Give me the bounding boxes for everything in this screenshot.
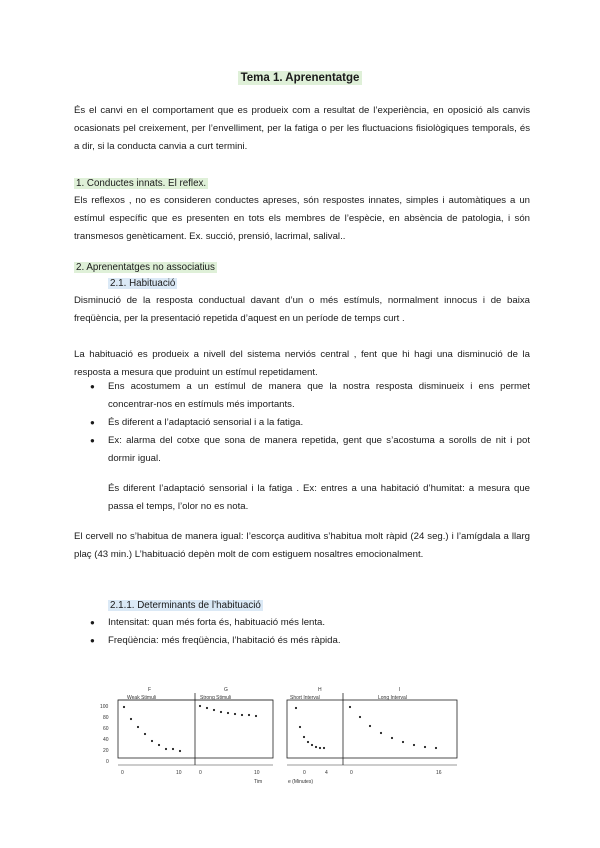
y-tick-label: 100 xyxy=(100,704,109,710)
panel-caption-i: Long Interval xyxy=(378,695,407,701)
page-title: Tema 1. Aprenentatge xyxy=(0,72,600,84)
section-2-heading: 2. Aprenentatges no associatius xyxy=(76,262,215,273)
panel-letter-f: F xyxy=(148,687,152,693)
x-tick-label: 0 xyxy=(350,770,353,776)
list-item: ● Intensitat: quan més forta és, habituació més lenta. xyxy=(90,614,530,632)
x-axis-label: e (Minutes) xyxy=(288,779,314,785)
list-item: ● Ens acostumem a un estímul de manera que la nostra resposta disminueix i ens permet concentrar-nos en estímuls més importants. xyxy=(90,378,530,414)
x-tick-label: 0 xyxy=(199,770,202,776)
list-item: ● Freqüència: més freqüència, l’habitació és més ràpida. xyxy=(90,632,530,650)
x-tick-label: 16 xyxy=(436,770,442,776)
x-axis-label: Tim xyxy=(254,779,263,785)
habituation-paragraph: La habituació es produeix a nivell del sistema nerviós central , fent que hi hagi una disminució de la resposta a mesura que produint un estímul repetidament. xyxy=(74,349,530,378)
panel-caption-g: Strong Stimuli xyxy=(200,695,232,701)
brain-paragraph: El cervell no s’habitua de manera igual: l’escorça auditiva s’habitua molt ràpid (24 seg.) i l’amígdala a llarg plaç (43 min.) L’habituació depèn molt de com estiguem nosaltres emocionalment. xyxy=(74,531,530,560)
list-item: ● És diferent a l’adaptació sensorial i a la fatiga. xyxy=(90,414,530,432)
subsection-2-1-1-heading: 2.1.1. Determinants de l’habituació xyxy=(110,600,261,611)
x-tick-label: 10 xyxy=(254,770,260,776)
panel-letter-g: G xyxy=(224,687,228,693)
x-tick-label: 10 xyxy=(176,770,182,776)
x-tick-label: 0 xyxy=(121,770,124,776)
y-tick-label: 20 xyxy=(103,748,109,754)
panel-caption-f: Weak Stimuli xyxy=(127,695,157,701)
y-tick-label: 0 xyxy=(106,759,109,765)
section-1-text: Els reflexos , no es consideren conductes apreses, són respostes innates, simples i automàtiques a un estímul específic que es presenten en tots els membres de l’espècie, en absència de patologia, i són transmesos genèticament. Ex. succió, prensió, lacrimal, salival.. xyxy=(74,195,530,242)
left-plot-frame xyxy=(118,700,273,758)
habituation-definition: Disminució de la resposta conductual davant d’un o més estímuls, normalment innocus i de baixa freqüència, per la presentació repetida d’aquest en un període de temps curt . xyxy=(74,295,530,324)
list-item: ● Ex: alarma del cotxe que sona de manera repetida, gent que s’acostuma a sorolls de nit i pot dormir igual. xyxy=(90,432,530,468)
panel-letter-h: H xyxy=(318,687,322,693)
subsection-2-1-heading: 2.1. Habituació xyxy=(110,278,176,289)
section-1-heading: 1. Conductes innats. El reflex. xyxy=(76,178,207,189)
x-tick-label: 0 xyxy=(303,770,306,776)
intro-paragraph: És el canvi en el comportament que es produeix com a resultat de l’experiència, en oposició als canvis ocasionats pel creixement, per l’envelliment, per la fatiga o per les fluctuacions fisiològiques temporals, és a dir, si la conducta canvia a curt termini. xyxy=(74,105,530,152)
y-tick-label: 60 xyxy=(103,726,109,732)
habituation-note: És diferent l’adaptació sensorial i la fatiga . Ex: entres a una habitació d’humitat: a mesura que passa el temps, l’olor no es nota. xyxy=(108,483,530,512)
x-tick-label: 4 xyxy=(325,770,328,776)
right-plot-frame xyxy=(287,700,457,758)
panel-caption-h: Short Interval xyxy=(290,695,320,701)
y-tick-label: 40 xyxy=(103,737,109,743)
y-tick-label: 80 xyxy=(103,715,109,721)
panel-letter-i: I xyxy=(399,687,401,693)
